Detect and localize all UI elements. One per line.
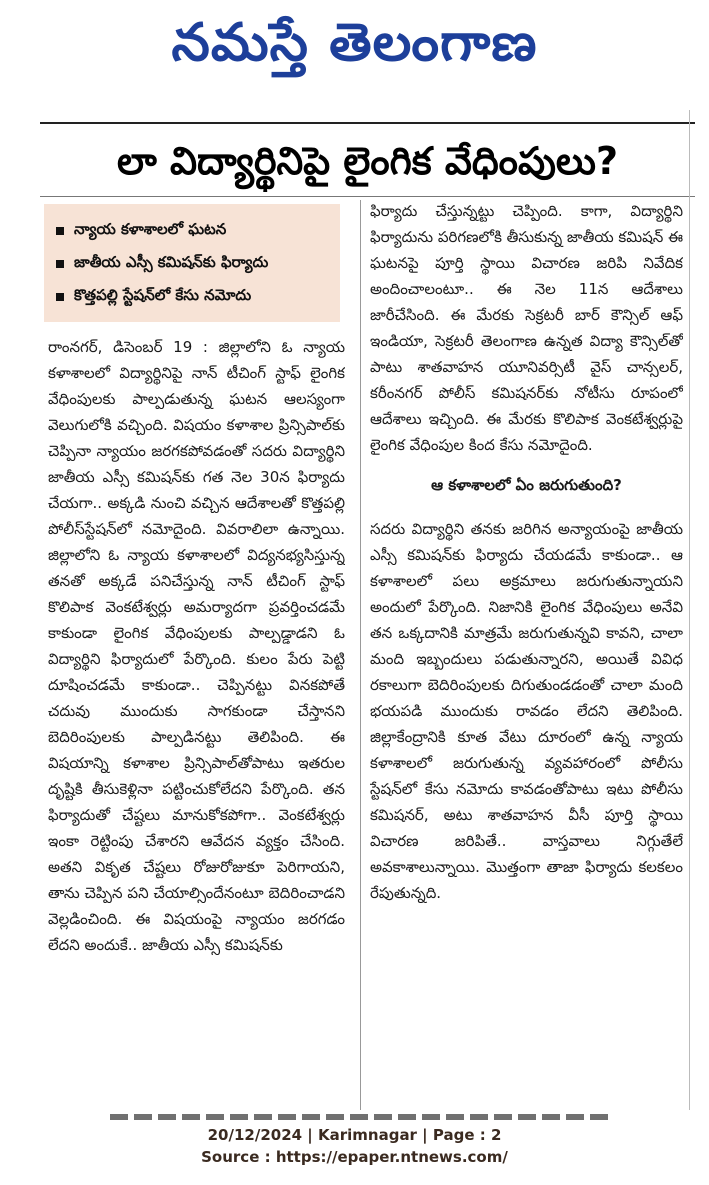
body-paragraph: సదరు విద్యార్థిని తనకు జరిగిన అన్యాయంపై జాతీయ ఎస్సీ కమిషన్‌కు ఫిర్యాదు చేయడమే కాకుండా.. ఆ కళాశాలలో పలు అక్రమాలు జరుగుతున్నాయని అందులో పేర్కొంది. నిజానికి లైంగిక వేధింపులు అనేవి తన ఒక్కదానికి మాత్రమే జరుగుతున్నవి కావని, చాలా మంది ఇబ్బందులు పడుతున్నారని, అయితే వివిధ రకాలుగా బెదిరింపులకు దిగుతుండడంతో చాలా మంది భయపడి ముందుకు రావడం లేదని తెలిపింది. జిల్లాకేంద్రానికి కూత వేటు దూరంలో ఉన్న న్యాయ కళాశాలలో జరుగుతున్న వ్యవహారంలో పోలీసు స్టేషన్‌లో కేసు నమోదు కావడంతోపాటు ఇటు పోలీసు కమిషనర్, అటు శాతవాహన వీసీ పూర్తి స్థాయి విచారణ జరిపితే.. వాస్తవాలు నిగ్గుతేలే అవకాశాలున్నాయి. మొత్తంగా తాజా ఫిర్యాదు కలకలం రేపుతున్నది. — [370, 520, 683, 902]
highlight-text: న్యాయ కళాశాలలో ఘటన — [74, 219, 227, 238]
highlight-item — [56, 247, 332, 280]
article-right-column — [370, 198, 683, 1110]
highlight-item — [56, 214, 332, 247]
square-bullet-icon — [56, 260, 64, 268]
article-left-column — [48, 334, 345, 1114]
top-rule — [40, 122, 695, 124]
body-paragraph: ఫిర్యాదు చేస్తున్నట్టు చెప్పింది. కాగా, విద్యార్థిని ఫిర్యాదును పరిగణలోకి తీసుకున్న జాతీయ కమిషన్ ఈ ఘటనపై పూర్తి స్థాయి విచారణ జరిపి నివేదిక అందించాలంటూ.. ఈ నెల 11న ఆదేశాలు జారీచేసింది. ఈ మేరకు సెక్రటరీ బార్ కౌన్సిల్ ఆఫ్ ఇండియా, సెక్రటరీ తెలంగాణ ఉన్నత విద్యా కౌన్సిల్‌తో పాటు శాతవాహన యూనివర్సిటీ వైస్ చాన్సలర్, కరీంనగర్ పోలీస్ కమిషనర్‌కు నోటీసు రూపంలో ఆదేశాలు ఇచ్చింది. ఈ మేరకు కొలిపాక వెంకటేశ్వర్లుపై లైంగిక వేధింపుల కింద కేసు నమోదైంది. — [370, 202, 683, 454]
masthead-logo: నమస్తే తెలంగాణ — [171, 13, 538, 73]
square-bullet-icon — [56, 227, 64, 235]
article-subheading: ఆ కళాశాలలో ఏం జరుగుతుంది? — [431, 476, 622, 494]
body-paragraph: రాంనగర్, డిసెంబర్ 19 : జిల్లాలోని ఓ న్యాయ కళాశాలలో విద్యార్థినిపై నాన్ టీచింగ్ స్టాఫ్ లైంగిక వేధింపులకు పాల్పడుతున్న ఘటన ఆలస్యంగా వెలుగులోకి వచ్చింది. విషయం కళాశాల ప్రిన్సిపాల్‌కు చెప్పినా న్యాయం జరగకపోవడంతో సదరు విద్యార్థిని జాతీయ ఎస్సీ కమిషన్‌కు గత నెల 30న ఫిర్యాదు చేయగా.. అక్కడి నుంచి వచ్చిన ఆదేశాలతో కొత్తపల్లి పోలీస్‌స్టేషన్‌లో నమోదైంది. వివరాలిలా ఉన్నాయి. జిల్లాలోని ఓ న్యాయ కళాశాలలో విద్యనభ్యసిస్తున్న తనతో అక్కడే పనిచేస్తున్న నాన్ టీచింగ్ స్టాఫ్ కొలిపాక వెంకటేశ్వర్లు అమర్యాదగా ప్రవర్తించడమే కాకుండా లైంగిక వేధింపులకు పాల్పడ్డాడని ఓ విద్యార్థిని ఫిర్యాదులో పేర్కొంది. కులం పేరు పెట్టి దూషించడమే కాకుండా.. చెప్పినట్టు వినకపోతే చదువు ముందుకు సాగకుండా చేస్తానని బెదిరింపులకు పాల్పడినట్టు తెలిపింది. ఈ విషయాన్ని కళాశాల ప్రిన్సిపాల్‌తోపాటు ఇతరుల దృష్టికి తీసుకెళ్లినా పట్టించుకోలేదని పేర్కొంది. తన ఫిర్యాదుతో చేష్టలు మానుకోకపోగా.. వెంకటేశ్వర్లు ఇంకా రెట్టింపు చేశారని ఆవేదన వ్యక్తం చేసింది. అతని వికృత చేష్టలు రోజురోజుకూ పెరిగాయని, తాను చెప్పిన పని చేయాల్సిందేనంటూ బెదిరించాడని వెల్లడించింది. ఈ విషయంపై న్యాయం జరగడం లేదని అందుకే.. జాతీయ ఎస్సీ కమిషన్‌కు — [48, 338, 345, 954]
source-link[interactable]: Source : https://epaper.ntnews.com/ — [201, 1148, 508, 1166]
highlights-box — [44, 204, 340, 322]
highlight-item — [56, 280, 332, 313]
article-headline: లా విద్యార్థినిపై లైంగిక వేధింపులు? — [116, 139, 618, 183]
highlight-text: జాతీయ ఎస్సీ కమిషన్‌కు ఫిర్యాదు — [74, 252, 269, 271]
page-edge-rule — [689, 110, 690, 1110]
column-divider — [360, 200, 361, 1110]
headline-rule — [40, 196, 695, 197]
cropped-next-headline — [110, 1110, 610, 1124]
edition-info: 20/12/2024 | Karimnagar | Page : 2 — [207, 1126, 502, 1144]
highlight-text: కొత్తపల్లి స్టేషన్‌లో కేసు నమోదు — [74, 285, 252, 304]
square-bullet-icon — [56, 293, 64, 301]
